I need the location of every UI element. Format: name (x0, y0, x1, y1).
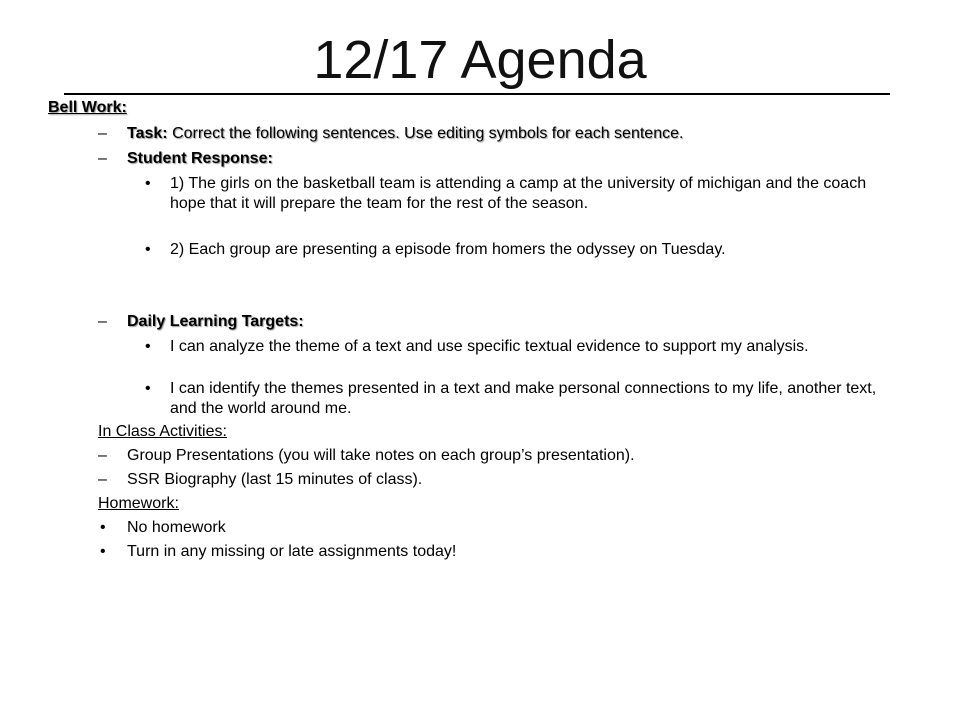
in-class-heading: In Class Activities: (98, 423, 227, 440)
task-label: Task: (127, 125, 168, 142)
dash-marker: – (98, 150, 107, 167)
dash-marker: – (98, 471, 107, 488)
dash-marker: – (98, 447, 107, 464)
bullet-marker: • (100, 519, 106, 536)
target-2: I can identify the themes presented in a text and make personal connections to my life, another text, and the world around me. (170, 380, 877, 417)
dash-marker: – (98, 125, 107, 142)
task-row (127, 124, 683, 144)
bullet-marker: • (100, 543, 106, 560)
sentence-1: 1) The girls on the basketball team is attending a camp at the university of michigan and the coach hope that it will prepare the team for the rest of the season. (170, 175, 867, 212)
daily-targets-label: Daily Learning Targets: (127, 313, 304, 330)
task-text: Correct the following sentences. Use editing symbols for each sentence. (172, 125, 684, 142)
bullet-marker: • (145, 175, 151, 192)
bell-work-heading: Bell Work: (48, 99, 127, 116)
homework-heading: Homework: (98, 495, 179, 512)
title-underline (64, 93, 890, 95)
bullet-marker: • (145, 338, 151, 355)
homework-item-2: Turn in any missing or late assignments today! (127, 543, 457, 560)
target-1: I can analyze the theme of a text and use specific textual evidence to support my analysis. (170, 338, 809, 355)
in-class-item-2: SSR Biography (last 15 minutes of class). (127, 471, 423, 488)
student-response-label: Student Response: (127, 150, 273, 167)
bullet-marker: • (145, 380, 151, 397)
dash-marker: – (98, 313, 107, 330)
in-class-item-1: Group Presentations (you will take notes on each group’s presentation). (127, 447, 635, 464)
slide-title: 12/17 Agenda (313, 30, 647, 90)
homework-item-1: No homework (127, 519, 226, 536)
bullet-marker: • (145, 241, 151, 258)
sentence-2: 2) Each group are presenting a episode from homers the odyssey on Tuesday. (170, 241, 726, 258)
